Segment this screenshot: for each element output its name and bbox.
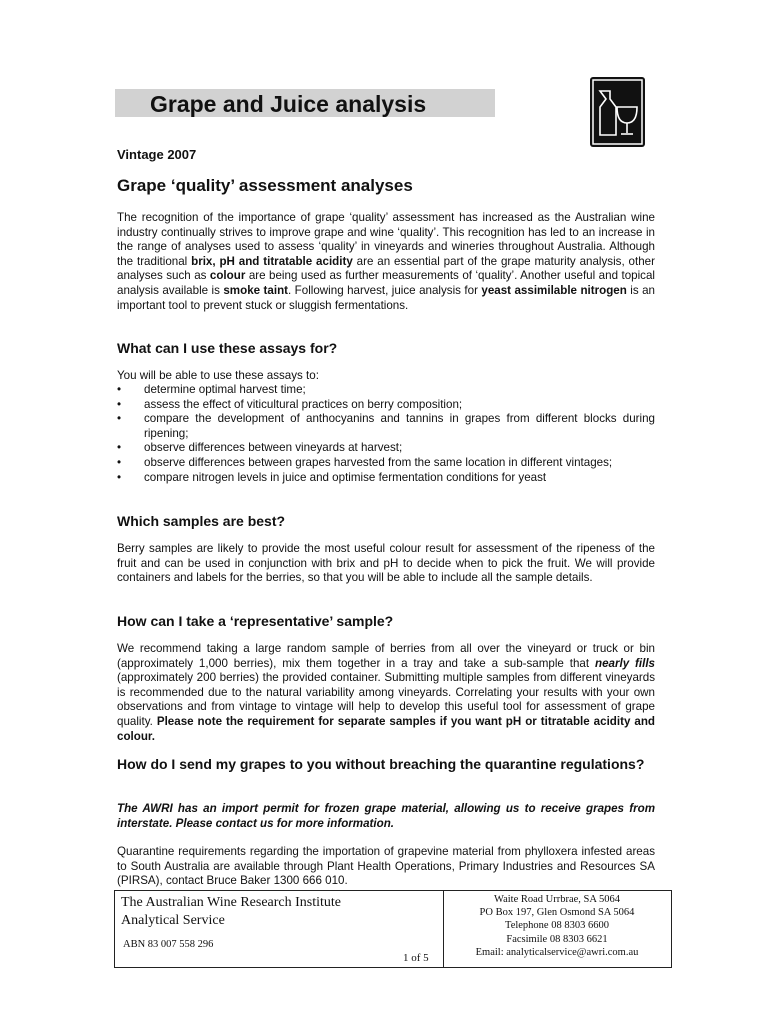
list-item: • determine optimal harvest time;	[117, 383, 655, 398]
quarantine-paragraph: Quarantine requirements regarding the importation of grapevine material from phylloxera infested areas to South Australia are available through Plant Health Operations, Primary Industries and Resources SA (PIRSA), contact Bruce Baker 1300 666 010.	[117, 845, 655, 888]
section-title: Grape ‘quality’ assessment analyses	[117, 176, 413, 195]
list-item: • observe differences between grapes harvested from the same location in different vintages;	[117, 456, 655, 471]
list-item: • compare nitrogen levels in juice and optimise fermentation conditions for yeast	[117, 471, 655, 486]
footer-address: Waite Road Urrbrae, SA 5064	[494, 894, 620, 905]
footer-contact	[444, 893, 670, 959]
wine-glass-logo-icon	[590, 77, 645, 147]
samples-heading: Which samples are best?	[117, 513, 286, 529]
page-number: 1 of 5	[403, 952, 429, 964]
footer-facsimile: Facsimile 08 8303 6621	[506, 933, 608, 945]
uses-lead: You will be able to use these assays to:	[117, 369, 319, 382]
vintage-label: Vintage 2007	[117, 147, 197, 162]
list-item: • compare the development of anthocyanins and tannins in grapes from different blocks during ripening;	[117, 412, 655, 441]
footer-box	[114, 890, 672, 968]
uses-list	[117, 383, 655, 485]
uses-heading: What can I use these assays for?	[117, 340, 338, 356]
footer-organisation: The Australian Wine Research Institute Analytical Service	[121, 895, 342, 928]
quarantine-heading: How do I send my grapes to you without breaching the quarantine regulations?	[117, 756, 645, 772]
representative-paragraph: We recommend taking a large random sample of berries from all over the vineyard or truck or bin (approximately 1,000 berries), mix them together in a tray and take a sub-sample that nearly fills (approximately 200 berries) the provided container. Submitting multiple samples from different vineyards is recommended due to the natural variability among vineyards. Correlating your results with your own observations and from vintage to vintage will help to develop this useful tool for assessment of grape quality. Please note the requirement for separate samples if you want pH or titratable acidity and colour.	[117, 642, 655, 743]
page-title: Grape and Juice analysis	[150, 91, 427, 117]
samples-paragraph: Berry samples are likely to provide the most useful colour result for assessment of the ripeness of the fruit and can be used in conjunction with brix and pH to decide when to pick the fruit. We will provide containers and labels for the berries, so that you will be able to include all the sample details.	[117, 542, 655, 585]
list-item: • observe differences between vineyards at harvest;	[117, 441, 655, 456]
list-item: • assess the effect of viticultural practices on berry composition;	[117, 398, 655, 413]
footer-abn: ABN 83 007 558 296	[123, 939, 214, 950]
permit-note: The AWRI has an import permit for frozen grape material, allowing us to receive grapes from interstate. Please contact us for more information.	[117, 802, 655, 830]
footer-email[interactable]: Email: analyticalservice@awri.com.au	[475, 946, 639, 958]
footer-po-box: PO Box 197, Glen Osmond SA 5064	[479, 907, 635, 919]
intro-paragraph: The recognition of the importance of grape ‘quality’ assessment has increased as the Australian wine industry continually strives to improve grape and wine ‘quality’. This recognition has led to an increase in the range of analyses used to assess ‘quality’ in vineyards and wineries throughout Australia. Although the traditional brix, pH and titratable acidity are an essential part of the grape maturity analysis, other analyses such as colour are being used as further measurements of ‘quality’. Another useful and topical analysis available is smoke taint. Following harvest, juice analysis for yeast assimilable nitrogen is an important tool to prevent stuck or sluggish fermentations.	[117, 211, 655, 312]
representative-heading: How can I take a ‘representative’ sample?	[117, 613, 394, 629]
footer-telephone: Telephone 08 8303 6600	[505, 920, 609, 932]
